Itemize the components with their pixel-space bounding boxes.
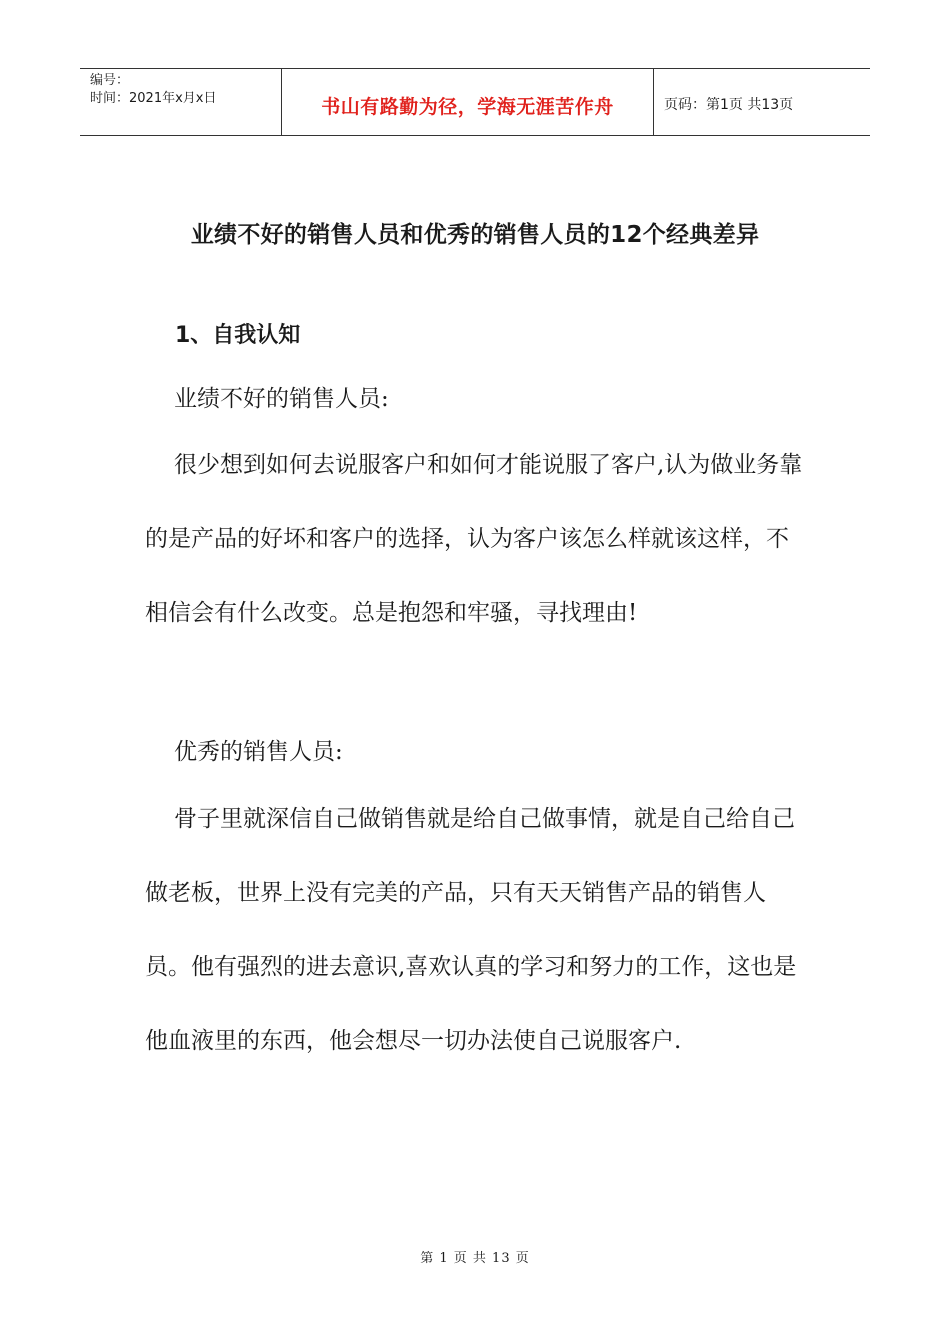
header-motto-cell: [282, 69, 654, 135]
good-salesperson-paragraph: 骨子里就深信自己做销售就是给自己做事情，就是自己给自己做老板，世界上没有完美的产品，只有天天销售产品的销售人员。他有强烈的进去意识,喜欢认真的学习和努力的工作，这也是他血液里的东西，他会想尽一切办法使自己说服客户.: [145, 806, 797, 1054]
document-header: [80, 68, 870, 136]
time-label: 时间：2021年x月x日: [90, 91, 217, 106]
header-motto: 书山有路勤为径，学海无涯苦作舟: [321, 95, 614, 118]
good-salesperson-label: 优秀的销售人员:: [174, 739, 343, 765]
header-page-info: 页码：第1页 共13页: [664, 97, 794, 113]
header-page-cell: [654, 69, 870, 135]
poor-salesperson-paragraph: 很少想到如何去说服客户和如何才能说服了客户,认为做业务靠的是产品的好坏和客户的选择，认为客户该怎么样就该这样，不相信会有什么改变。总是抱怨和牢骚，寻找理由!: [145, 452, 803, 626]
header-meta-cell: [80, 69, 282, 135]
section-heading: 1、自我认知: [175, 323, 301, 348]
number-label: 编号：: [90, 73, 130, 88]
document-title: 业绩不好的销售人员和优秀的销售人员的12个经典差异: [190, 222, 760, 248]
page-footer: 第 1 页 共 13 页: [420, 1251, 530, 1266]
poor-salesperson-label: 业绩不好的销售人员:: [174, 386, 389, 412]
